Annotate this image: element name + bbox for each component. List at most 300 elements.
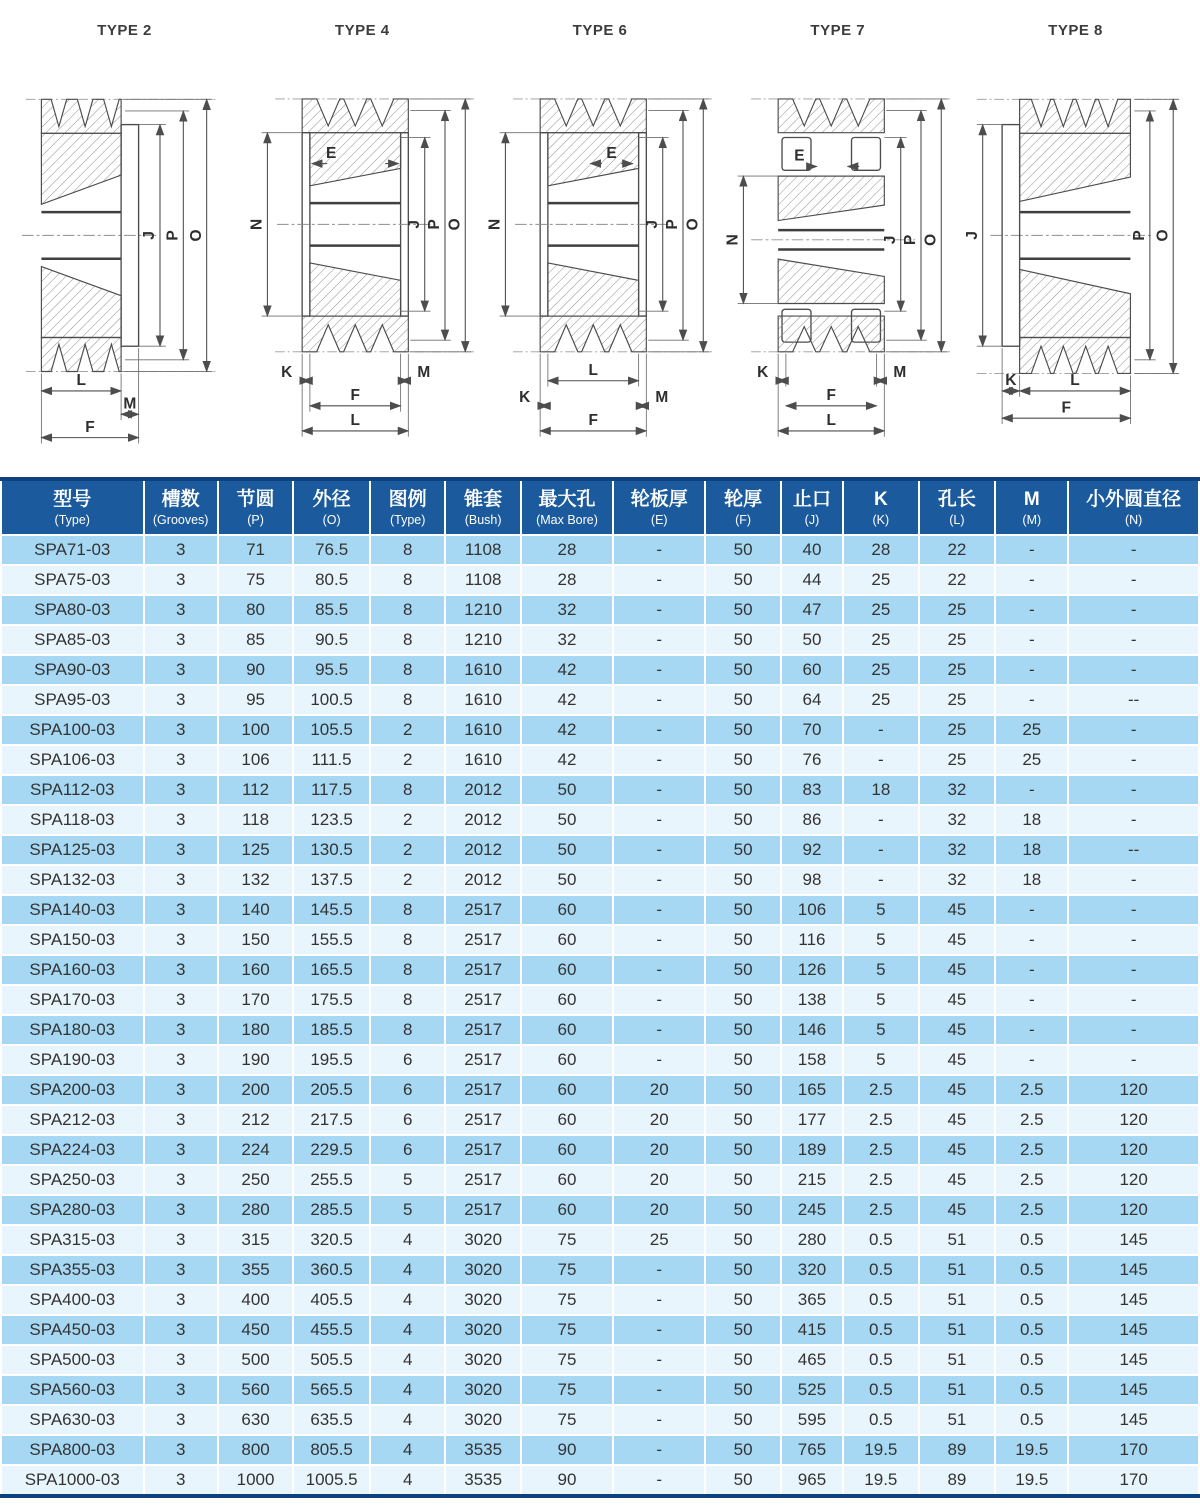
- table-cell: 25: [843, 685, 918, 715]
- table-cell: -: [613, 925, 705, 955]
- table-cell: 165: [781, 1075, 843, 1105]
- table-cell: -: [1068, 1015, 1199, 1045]
- table-cell: 205.5: [293, 1075, 370, 1105]
- table-cell: SPA106-03: [1, 745, 144, 775]
- table-cell: 158: [781, 1045, 843, 1075]
- table-cell: 145: [1068, 1225, 1199, 1255]
- table-cell: 8: [370, 565, 445, 595]
- diagram-title: TYPE 8: [1048, 22, 1103, 39]
- table-cell: 8: [370, 595, 445, 625]
- table-cell: 250: [218, 1165, 293, 1195]
- table-cell: -: [613, 835, 705, 865]
- table-cell: -: [1068, 805, 1199, 835]
- table-row: [1, 1375, 1199, 1405]
- diagram-type4: [246, 14, 479, 459]
- table-cell: 5: [370, 1165, 445, 1195]
- table-cell: 3020: [445, 1315, 520, 1345]
- table-row: [1, 745, 1199, 775]
- column-header: 槽数 (Grooves): [144, 479, 218, 535]
- table-cell: 2012: [445, 775, 520, 805]
- pulley-cross-section-type2: [12, 41, 238, 459]
- table-cell: 595: [781, 1405, 843, 1435]
- table-cell: 22: [919, 565, 996, 595]
- table-cell: 75: [521, 1285, 613, 1315]
- table-cell: 217.5: [293, 1105, 370, 1135]
- table-cell: -: [995, 535, 1068, 565]
- dim-label-O: O: [1153, 229, 1171, 242]
- table-cell: 89: [919, 1435, 996, 1465]
- table-cell: 8: [370, 775, 445, 805]
- dim-label-K: K: [519, 388, 531, 406]
- table-cell: 3: [144, 565, 218, 595]
- table-cell: SPA75-03: [1, 565, 144, 595]
- table-cell: 60: [521, 1105, 613, 1135]
- dim-label-L: L: [588, 361, 598, 379]
- table-cell: 8: [370, 1015, 445, 1045]
- table-cell: 60: [521, 1195, 613, 1225]
- table-cell: 105.5: [293, 715, 370, 745]
- table-row: [1, 1405, 1199, 1435]
- table-cell: 155.5: [293, 925, 370, 955]
- table-cell: 560: [218, 1375, 293, 1405]
- table-cell: 1210: [445, 625, 520, 655]
- table-cell: 3: [144, 1405, 218, 1435]
- table-cell: 280: [218, 1195, 293, 1225]
- column-header: 轮厚 (F): [705, 479, 780, 535]
- table-cell: 45: [919, 1135, 996, 1165]
- table-cell: 45: [919, 985, 996, 1015]
- table-cell: SPA80-03: [1, 595, 144, 625]
- dim-label-L: L: [76, 372, 86, 390]
- table-cell: -: [1068, 535, 1199, 565]
- table-cell: 8: [370, 625, 445, 655]
- table-cell: 32: [919, 775, 996, 805]
- table-cell: -: [613, 595, 705, 625]
- table-cell: 50: [705, 1195, 780, 1225]
- table-cell: 3: [144, 1045, 218, 1075]
- table-cell: 145: [1068, 1375, 1199, 1405]
- table-row: [1, 1075, 1199, 1105]
- table-cell: 280: [781, 1225, 843, 1255]
- table-cell: 2: [370, 745, 445, 775]
- table-cell: -: [613, 895, 705, 925]
- table-cell: 32: [919, 865, 996, 895]
- table-cell: 2.5: [995, 1195, 1068, 1225]
- table-cell: 2.5: [843, 1195, 918, 1225]
- table-cell: 2: [370, 835, 445, 865]
- table-cell: 5: [843, 955, 918, 985]
- table-cell: 20: [613, 1195, 705, 1225]
- table-cell: 5: [843, 1045, 918, 1075]
- dim-label-O: O: [187, 229, 205, 242]
- table-row: [1, 1465, 1199, 1496]
- table-cell: 83: [781, 775, 843, 805]
- table-cell: SPA280-03: [1, 1195, 144, 1225]
- dim-label-P: P: [901, 234, 919, 245]
- table-cell: 95.5: [293, 655, 370, 685]
- table-cell: -: [995, 955, 1068, 985]
- table-cell: 75: [521, 1405, 613, 1435]
- table-cell: 60: [521, 1075, 613, 1105]
- table-cell: 18: [995, 805, 1068, 835]
- table-cell: SPA315-03: [1, 1225, 144, 1255]
- table-cell: -: [1068, 745, 1199, 775]
- table-cell: SPA500-03: [1, 1345, 144, 1375]
- table-cell: 3: [144, 985, 218, 1015]
- table-cell: 50: [705, 595, 780, 625]
- table-cell: 123.5: [293, 805, 370, 835]
- table-cell: 50: [705, 1345, 780, 1375]
- table-cell: -: [1068, 955, 1199, 985]
- table-cell: 120: [1068, 1135, 1199, 1165]
- table-cell: 145: [1068, 1255, 1199, 1285]
- table-cell: 4: [370, 1465, 445, 1496]
- dim-label-K: K: [756, 363, 769, 381]
- table-cell: 19.5: [843, 1435, 918, 1465]
- dim-label-J: J: [881, 235, 899, 245]
- table-cell: 106: [781, 895, 843, 925]
- table-cell: SPA95-03: [1, 685, 144, 715]
- column-header: 轮板厚 (E): [613, 479, 705, 535]
- table-cell: 75: [521, 1375, 613, 1405]
- table-cell: SPA170-03: [1, 985, 144, 1015]
- dim-label-F: F: [84, 418, 95, 436]
- table-cell: SPA150-03: [1, 925, 144, 955]
- table-cell: 0.5: [995, 1255, 1068, 1285]
- diagram-title: TYPE 4: [334, 22, 390, 39]
- table-cell: 165.5: [293, 955, 370, 985]
- table-cell: 98: [781, 865, 843, 895]
- dim-label-N: N: [486, 218, 504, 230]
- table-cell: 32: [919, 835, 996, 865]
- diagram-title: TYPE 7: [810, 22, 866, 39]
- table-cell: 50: [705, 745, 780, 775]
- table-cell: -: [1068, 925, 1199, 955]
- table-row: [1, 1315, 1199, 1345]
- table-cell: 90.5: [293, 625, 370, 655]
- table-cell: -: [613, 1375, 705, 1405]
- table-cell: SPA160-03: [1, 955, 144, 985]
- table-cell: --: [1068, 685, 1199, 715]
- table-cell: 6: [370, 1105, 445, 1135]
- table-cell: 450: [218, 1315, 293, 1345]
- table-cell: 75: [521, 1255, 613, 1285]
- table-cell: 137.5: [293, 865, 370, 895]
- table-row: [1, 925, 1199, 955]
- table-cell: -: [843, 745, 918, 775]
- table-cell: SPA125-03: [1, 835, 144, 865]
- table-cell: 25: [919, 685, 996, 715]
- table-cell: 4: [370, 1285, 445, 1315]
- dim-label-F: F: [1061, 399, 1071, 417]
- table-row: [1, 865, 1199, 895]
- dim-label-O: O: [922, 233, 940, 246]
- table-cell: 51: [919, 1285, 996, 1315]
- table-cell: 86: [781, 805, 843, 835]
- table-cell: SPA200-03: [1, 1075, 144, 1105]
- table-cell: 224: [218, 1135, 293, 1165]
- table-cell: 50: [705, 1105, 780, 1135]
- table-cell: SPA400-03: [1, 1285, 144, 1315]
- table-cell: 3020: [445, 1285, 520, 1315]
- table-cell: 50: [705, 1135, 780, 1165]
- table-cell: 51: [919, 1315, 996, 1345]
- table-cell: 50: [705, 805, 780, 835]
- table-row: [1, 775, 1199, 805]
- table-cell: 4: [370, 1375, 445, 1405]
- table-cell: -: [995, 655, 1068, 685]
- table-cell: 45: [919, 1105, 996, 1135]
- table-row: [1, 985, 1199, 1015]
- table-cell: 3: [144, 1465, 218, 1496]
- table-row: [1, 715, 1199, 745]
- table-cell: 465: [781, 1345, 843, 1375]
- table-row: [1, 1435, 1199, 1465]
- table-cell: 25: [843, 565, 918, 595]
- table-cell: 3: [144, 1015, 218, 1045]
- dim-label-F: F: [826, 387, 836, 405]
- table-cell: -: [613, 715, 705, 745]
- table-cell: 3: [144, 535, 218, 565]
- table-cell: 0.5: [995, 1285, 1068, 1315]
- table-cell: 85.5: [293, 595, 370, 625]
- table-cell: 2517: [445, 955, 520, 985]
- table-cell: -: [843, 865, 918, 895]
- table-row: [1, 1015, 1199, 1045]
- table-cell: 50: [705, 925, 780, 955]
- table-cell: 42: [521, 685, 613, 715]
- table-cell: 5: [843, 1015, 918, 1045]
- diagram-type8: [959, 14, 1192, 459]
- table-cell: 25: [919, 655, 996, 685]
- table-cell: 28: [521, 535, 613, 565]
- dim-label-F: F: [588, 412, 598, 430]
- column-header: 止口 (J): [781, 479, 843, 535]
- table-cell: 45: [919, 1195, 996, 1225]
- table-cell: 565.5: [293, 1375, 370, 1405]
- table-cell: 95: [218, 685, 293, 715]
- table-cell: 25: [919, 625, 996, 655]
- table-row: [1, 1285, 1199, 1315]
- table-cell: 0.5: [843, 1285, 918, 1315]
- table-cell: 100.5: [293, 685, 370, 715]
- table-cell: -: [613, 985, 705, 1015]
- table-cell: SPA85-03: [1, 625, 144, 655]
- table-cell: 50: [705, 565, 780, 595]
- table-cell: -: [1068, 865, 1199, 895]
- table-cell: 255.5: [293, 1165, 370, 1195]
- table-cell: 2517: [445, 1105, 520, 1135]
- table-cell: 3535: [445, 1435, 520, 1465]
- table-cell: 1005.5: [293, 1465, 370, 1496]
- table-cell: 215: [781, 1165, 843, 1195]
- table-cell: -: [613, 565, 705, 595]
- table-cell: 3: [144, 1195, 218, 1225]
- table-cell: 120: [1068, 1075, 1199, 1105]
- table-cell: 2.5: [995, 1105, 1068, 1135]
- table-cell: 2.5: [843, 1165, 918, 1195]
- column-header: 小外圆直径 (N): [1068, 479, 1199, 535]
- table-cell: 0.5: [995, 1315, 1068, 1345]
- dim-label-E: E: [606, 144, 617, 162]
- table-cell: 50: [705, 1315, 780, 1345]
- table-cell: 111.5: [293, 745, 370, 775]
- table-cell: -: [1068, 895, 1199, 925]
- table-cell: 3020: [445, 1345, 520, 1375]
- table-cell: 3020: [445, 1255, 520, 1285]
- table-cell: 44: [781, 565, 843, 595]
- table-cell: 51: [919, 1375, 996, 1405]
- table-cell: SPA355-03: [1, 1255, 144, 1285]
- table-cell: 3: [144, 1435, 218, 1465]
- table-cell: 51: [919, 1345, 996, 1375]
- table-cell: 8: [370, 955, 445, 985]
- table-cell: 2: [370, 805, 445, 835]
- table-cell: 120: [1068, 1165, 1199, 1195]
- column-header: 锥套 (Bush): [445, 479, 520, 535]
- table-cell: 635.5: [293, 1405, 370, 1435]
- table-cell: 25: [613, 1225, 705, 1255]
- table-cell: 3: [144, 895, 218, 925]
- dim-label-J: J: [140, 231, 158, 240]
- table-cell: -: [995, 895, 1068, 925]
- table-row: [1, 685, 1199, 715]
- table-cell: 89: [919, 1465, 996, 1496]
- table-cell: 25: [919, 595, 996, 625]
- table-cell: 3020: [445, 1225, 520, 1255]
- table-cell: 3: [144, 1225, 218, 1255]
- table-cell: -: [613, 655, 705, 685]
- table-cell: 25: [995, 715, 1068, 745]
- table-row: [1, 595, 1199, 625]
- table-cell: 3: [144, 1315, 218, 1345]
- table-row: [1, 1165, 1199, 1195]
- table-cell: -: [1068, 655, 1199, 685]
- table-cell: 3: [144, 1345, 218, 1375]
- table-cell: 160: [218, 955, 293, 985]
- table-cell: 112: [218, 775, 293, 805]
- table-cell: 42: [521, 715, 613, 745]
- dim-label-M: M: [122, 395, 136, 413]
- table-cell: 50: [705, 1375, 780, 1405]
- table-cell: -: [995, 685, 1068, 715]
- table-cell: -: [613, 685, 705, 715]
- table-cell: 50: [705, 1285, 780, 1315]
- table-cell: 45: [919, 1165, 996, 1195]
- table-cell: 3: [144, 655, 218, 685]
- table-cell: 18: [995, 835, 1068, 865]
- diagram-type6: [484, 14, 717, 459]
- table-cell: 2012: [445, 805, 520, 835]
- table-cell: -: [613, 1255, 705, 1285]
- table-cell: 42: [521, 655, 613, 685]
- table-cell: 75: [218, 565, 293, 595]
- table-row: [1, 535, 1199, 565]
- table-cell: 965: [781, 1465, 843, 1496]
- dim-label-K: K: [281, 363, 293, 381]
- table-cell: 145: [1068, 1315, 1199, 1345]
- column-header: 最大孔 (Max Bore): [521, 479, 613, 535]
- table-cell: 2012: [445, 835, 520, 865]
- dim-label-M: M: [893, 363, 906, 381]
- table-cell: 229.5: [293, 1135, 370, 1165]
- table-cell: 138: [781, 985, 843, 1015]
- table-row: [1, 835, 1199, 865]
- table-cell: 50: [705, 1255, 780, 1285]
- table-cell: SPA250-03: [1, 1165, 144, 1195]
- table-cell: 170: [1068, 1465, 1199, 1496]
- table-cell: 3: [144, 865, 218, 895]
- column-header: 外径 (O): [293, 479, 370, 535]
- table-cell: 145: [1068, 1405, 1199, 1435]
- spec-table: [0, 477, 1200, 1498]
- table-cell: 195.5: [293, 1045, 370, 1075]
- table-cell: 4: [370, 1225, 445, 1255]
- table-cell: 50: [705, 1435, 780, 1465]
- dim-label-L: L: [826, 412, 836, 430]
- table-cell: 0.5: [995, 1225, 1068, 1255]
- table-cell: 50: [705, 1165, 780, 1195]
- table-cell: 2517: [445, 1135, 520, 1165]
- table-cell: 19.5: [995, 1435, 1068, 1465]
- table-cell: SPA1000-03: [1, 1465, 144, 1496]
- table-row: [1, 1105, 1199, 1135]
- table-cell: 100: [218, 715, 293, 745]
- table-cell: 185.5: [293, 1015, 370, 1045]
- table-cell: 25: [843, 655, 918, 685]
- table-cell: 365: [781, 1285, 843, 1315]
- table-cell: 32: [521, 625, 613, 655]
- table-cell: 285.5: [293, 1195, 370, 1225]
- table-cell: 1108: [445, 565, 520, 595]
- table-cell: -: [843, 835, 918, 865]
- table-cell: 170: [1068, 1435, 1199, 1465]
- table-cell: 3: [144, 1255, 218, 1285]
- table-cell: SPA71-03: [1, 535, 144, 565]
- table-cell: -: [1068, 625, 1199, 655]
- table-row: [1, 1195, 1199, 1225]
- dim-label-E: E: [326, 144, 337, 162]
- table-cell: SPA140-03: [1, 895, 144, 925]
- table-cell: 1610: [445, 685, 520, 715]
- table-cell: 2012: [445, 865, 520, 895]
- table-cell: 50: [705, 1405, 780, 1435]
- table-cell: 145.5: [293, 895, 370, 925]
- table-body: [1, 535, 1199, 1496]
- table-cell: 5: [843, 925, 918, 955]
- table-cell: 320: [781, 1255, 843, 1285]
- dim-label-O: O: [446, 218, 464, 231]
- table-cell: 50: [705, 775, 780, 805]
- table-cell: 765: [781, 1435, 843, 1465]
- table-cell: -: [843, 715, 918, 745]
- table-cell: 3: [144, 775, 218, 805]
- table-cell: SPA800-03: [1, 1435, 144, 1465]
- table-cell: 32: [521, 595, 613, 625]
- table-cell: 2.5: [995, 1165, 1068, 1195]
- table-row: [1, 805, 1199, 835]
- table-cell: 25: [995, 745, 1068, 775]
- table-row: [1, 625, 1199, 655]
- table-row: [1, 565, 1199, 595]
- table-cell: 92: [781, 835, 843, 865]
- table-cell: 630: [218, 1405, 293, 1435]
- table-cell: 50: [521, 835, 613, 865]
- table-cell: 3: [144, 1285, 218, 1315]
- table-cell: 415: [781, 1315, 843, 1345]
- table-cell: SPA132-03: [1, 865, 144, 895]
- table-cell: 85: [218, 625, 293, 655]
